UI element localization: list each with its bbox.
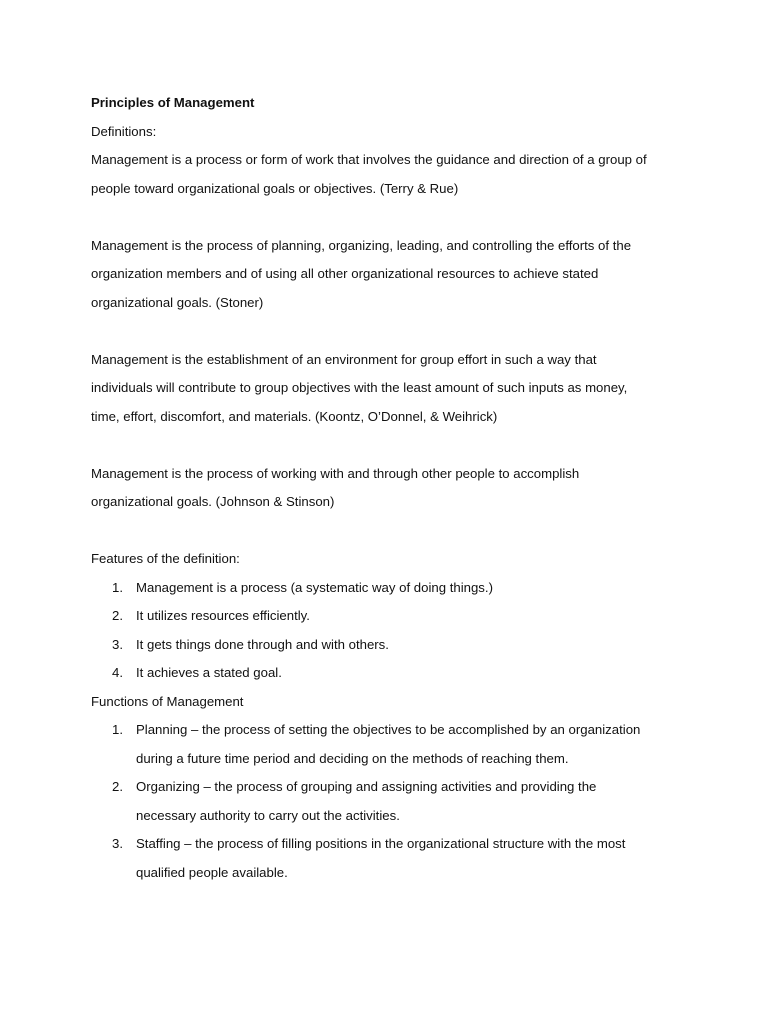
features-list xyxy=(91,574,691,688)
list-item xyxy=(91,602,691,631)
list-number: 3. xyxy=(112,836,123,851)
list-item-text: qualified people available. xyxy=(136,864,288,880)
list-number: 4. xyxy=(112,665,123,680)
paragraph-line: Management is the establishment of an environment for group effort in such a way that xyxy=(91,351,597,367)
paragraph-spacer xyxy=(91,431,691,460)
paragraph-spacer xyxy=(91,203,691,232)
paragraph-line: Management is the process of planning, organizing, leading, and controlling the efforts of the xyxy=(91,237,632,253)
functions-heading: Functions of Management xyxy=(91,693,244,709)
definition-paragraph xyxy=(91,146,691,203)
list-item-text: Organizing – the process of grouping and assigning activities and providing the xyxy=(136,779,597,794)
paragraph-spacer xyxy=(91,517,691,546)
list-item-text: Staffing – the process of filling positions in the organizational structure with the most xyxy=(136,836,626,851)
list-item-text: Planning – the process of setting the objectives to be accomplished by an organization xyxy=(136,722,641,737)
list-item-text: necessary authority to carry out the activities. xyxy=(136,807,400,823)
definition-paragraph xyxy=(91,232,691,318)
paragraph-line: organizational goals. (Stoner) xyxy=(91,294,264,310)
paragraph-line: people toward organizational goals or objectives. (Terry & Rue) xyxy=(91,180,459,196)
list-item xyxy=(91,659,691,688)
definition-paragraph xyxy=(91,460,691,517)
paragraph-spacer xyxy=(91,317,691,346)
list-item xyxy=(91,830,691,887)
list-item-text: It utilizes resources efficiently. xyxy=(136,608,310,623)
document-page xyxy=(91,89,691,887)
paragraph-line: Management is the process of working with and through other people to accomplish xyxy=(91,465,580,481)
list-item xyxy=(91,773,691,830)
list-item xyxy=(91,716,691,773)
list-item xyxy=(91,574,691,603)
list-item xyxy=(91,631,691,660)
definitions-heading: Definitions: xyxy=(91,123,157,139)
definition-paragraph xyxy=(91,346,691,432)
list-item-text: during a future time period and deciding on the methods of reaching them. xyxy=(136,750,569,766)
list-number: 3. xyxy=(112,636,123,652)
list-number: 1. xyxy=(112,579,123,595)
list-item-text: Management is a process (a systematic way of doing things.) xyxy=(136,579,493,595)
list-number: 2. xyxy=(112,779,123,794)
document-title: Principles of Management xyxy=(91,95,255,110)
list-item-text: It achieves a stated goal. xyxy=(136,665,282,680)
list-number: 2. xyxy=(112,608,123,623)
features-heading: Features of the definition: xyxy=(91,551,240,566)
functions-list xyxy=(91,716,691,887)
paragraph-line: organizational goals. (Johnson & Stinson) xyxy=(91,494,335,509)
paragraph-line: organization members and of using all other organizational resources to achieve stated xyxy=(91,266,599,281)
list-item-text: It gets things done through and with others. xyxy=(136,636,389,652)
paragraph-line: individuals will contribute to group objectives with the least amount of such inputs as money, xyxy=(91,380,628,395)
paragraph-line: time, effort, discomfort, and materials. (Koontz, O’Donnel, & Weihrick) xyxy=(91,408,498,424)
paragraph-line: Management is a process or form of work that involves the guidance and direction of a group of xyxy=(91,152,647,167)
list-number: 1. xyxy=(112,722,123,737)
